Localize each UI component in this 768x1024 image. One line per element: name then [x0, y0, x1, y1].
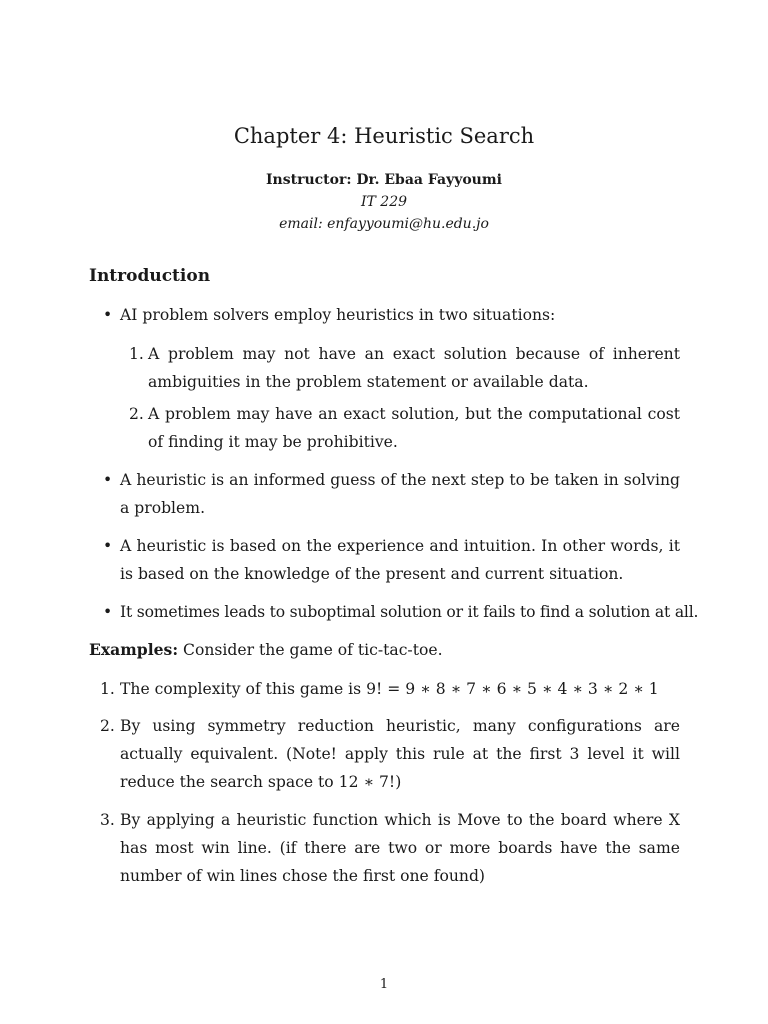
example-item: The complexity of this game is 9! = 9 ∗ 8 ∗ 7 ∗ 6 ∗ 5 ∗ 4 ∗ 3 ∗ 2 ∗ 1	[120, 680, 659, 698]
page-number: 1	[379, 977, 389, 992]
instructor-line: Instructor: Dr. Ebaa Fayyoumi	[266, 172, 502, 188]
list-number: 2.	[100, 717, 115, 735]
example-item: By applying a heuristic function which is Move to the board where X has most win line. (if there are two or more boards have the same number of win lines chose the first one found)	[120, 811, 680, 885]
section-heading-introduction: Introduction	[89, 266, 211, 286]
list-number: 3.	[100, 811, 115, 829]
example-item: By using symmetry reduction heuristic, many configurations are actually equivalent. (Note! apply this rule at the first 3 level it will reduce the search space to 12 ∗ 7!)	[120, 717, 680, 791]
course-code: IT 229	[360, 194, 408, 210]
bullet-mark: •	[103, 537, 113, 555]
page-title: Chapter 4: Heuristic Search	[233, 124, 535, 148]
bullet-mark: •	[103, 471, 113, 489]
examples-lead: Consider the game of tic-tac-toe.	[183, 641, 443, 659]
bullet-item: AI problem solvers employ heuristics in two situations:	[120, 306, 556, 324]
email-line: email: enfayyoumi@hu.edu.jo	[279, 216, 489, 232]
list-number: 2.	[129, 405, 144, 423]
sub-list-item: A problem may not have an exact solution because of inherent ambiguities in the problem statement or available data.	[148, 345, 680, 391]
bullet-item: It sometimes leads to suboptimal solution or it fails to find a solution at all.	[120, 603, 699, 621]
bullet-mark: •	[103, 306, 113, 324]
bullet-item: A heuristic is an informed guess of the next step to be taken in solving a problem.	[120, 471, 680, 517]
bullet-item: A heuristic is based on the experience and intuition. In other words, it is based on the knowledge of the present and current situation.	[120, 537, 680, 583]
sub-list-item: A problem may have an exact solution, but the computational cost of finding it may be prohibitive.	[148, 405, 680, 451]
bullet-mark: •	[103, 603, 113, 621]
examples-line	[89, 636, 689, 664]
list-number: 1.	[129, 345, 144, 363]
examples-label: Examples:	[89, 640, 179, 659]
list-number: 1.	[100, 680, 115, 698]
